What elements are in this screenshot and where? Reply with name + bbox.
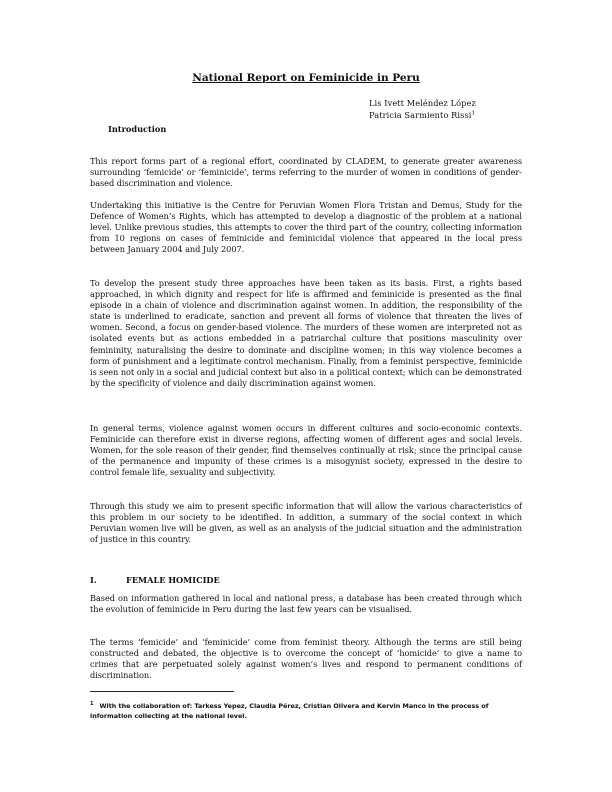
footnote — [90, 699, 522, 721]
paragraph: To develop the present study three approaches have been taken as its basis. First, a rights based approached, in which dignity and respect for life is affirmed and feminicide is presented as the final episode in a chain of violence and discrimination against women. In addition, the responsibility of the state is underlined to eradicate, sanction and prevent all forms of violence that threaten the lives of women. Second, a focus on gender-based violence. The murders of these women are interpreted not as isolated events but as actions embedded in a patriarchal culture that positions masculinity over femininity, naturalising the desire to dominate and discipline women; in this way violence becomes a form of punishment and a legitimate control mechanism. Finally, from a feminist perspective, feminicide is seen not only in a social and judicial context but also in a political context; which can be demonstrated by the specificity of violence and daily discrimination against women. — [90, 278, 522, 388]
author-name: Lis Ivett Meléndez López — [369, 98, 476, 108]
footnote-marker: 1 — [471, 110, 476, 117]
paragraph: The terms ‘femicide’ and ‘feminicide’ come from feminist theory. Although the terms are still being constructed and debated, the objective is to overcome the concept of ‘homicide’ to give a name to crimes that are perpetuated solely against women’s lives and respond to permanent conditions of discrimination. — [90, 637, 522, 681]
footnote-divider — [90, 691, 234, 692]
document-title: National Report on Feminicide in Peru — [192, 72, 420, 84]
paragraph: Through this study we aim to present specific information that will allow the various characteristics of this problem in our society to be identified. In addition, a summary of the social context in which Peruvian women live will be given, as well as an analysis of the judicial situation and the administration of justice in this country. — [90, 501, 522, 545]
paragraph: In general terms, violence against women occurs in different cultures and socio-economic contexts. Feminicide can therefore exist in diverse regions, affecting women of different ages and social levels. Women, for the sole reason of their gender, find themselves continually at risk; since the principal cause of the permanence and impunity of these crimes is a misogynist society, expressed in the desire to control female life, sexuality and subjectivity. — [90, 423, 522, 478]
section-number: I. — [90, 575, 97, 585]
footnote-text: With the collaboration of: Tarkess Yepez, Claudia Pérez, Cristian Olivera and Kervin Manco in the process of information collecting at the national level. — [90, 702, 489, 721]
footnote-marker: 1 — [90, 701, 94, 707]
paragraph: Based on information gathered in local and national press, a database has been created through which the evolution of feminicide in Peru during the last few years can be visualised. — [90, 593, 522, 615]
paragraph: Undertaking this initiative is the Centre for Peruvian Women Flora Tristan and Demus, Study for the Defence of Women’s Rights, which has attempted to develop a diagnostic of the problem at a national level. Unlike previous studies, this attempts to cover the third part of the country, collecting information from 10 regions on cases of feminicide and feminicidal violence that appeared in the local press between January 2004 and July 2007. — [90, 200, 522, 255]
author-name: Patricia Sarmiento Rissi$^1$ — [369, 110, 476, 120]
intro-heading: Introduction — [108, 124, 167, 134]
section-title: FEMALE HOMICIDE — [126, 575, 220, 585]
paragraph: This report forms part of a regional effort, coordinated by CLADEM, to generate greater awareness surrounding ‘femicide’ or ‘feminicide’, terms referring to the murder of women in conditions of gender-based discrimination and violence. — [90, 156, 522, 189]
section-heading — [90, 575, 220, 585]
